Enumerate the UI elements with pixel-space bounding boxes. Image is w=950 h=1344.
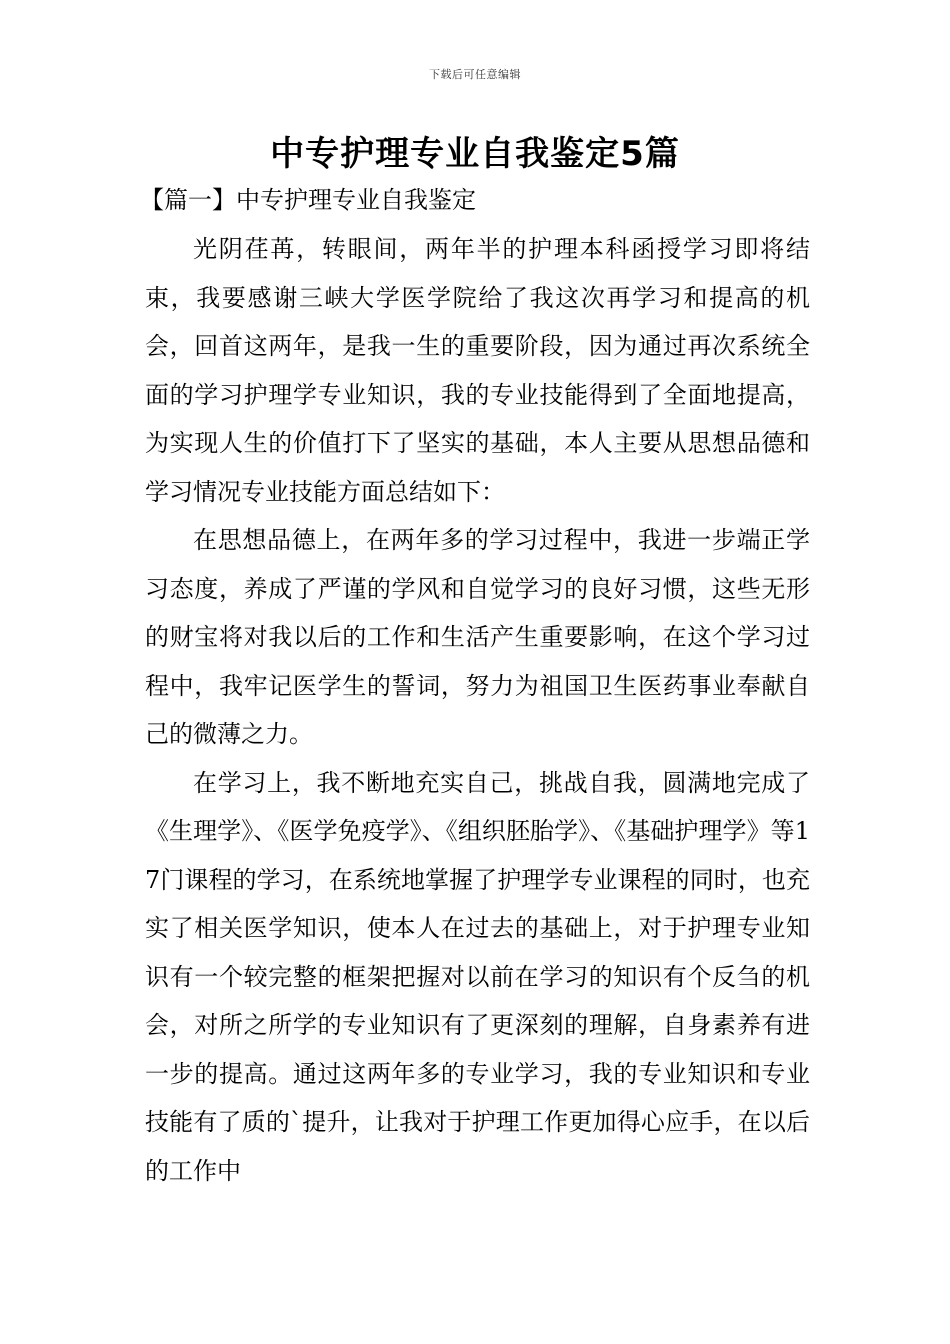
header-note: 下载后可任意编辑 [429, 68, 521, 81]
paragraph-3: 在学习上，我不断地充实自己，挑战自我，圆满地完成了《生理学》、《医学免疫学》、《组织胚胎学》、《基础护理学》等17门课程的学习，在系统地掌握了护理学专业课程的同时，也充实了相关医学知识，使本人在过去的基础上，对于护理专业知识有一个较完整的框架把握对以前在学习的知识有个反刍的机会，对所之所学的专业知识有了更深刻的理解，自身素养有进一步的提高。通过这两年多的专业学习，我的专业知识和专业技能有了质的`提升，让我对于护理工作更加得心应手，在以后的工作中 [145, 768, 810, 1185]
document-title: 中专护理专业自我鉴定5篇 [270, 134, 680, 174]
paragraph-1: 光阴荏苒，转眼间，两年半的护理本科函授学习即将结束，我要感谢三峡大学医学院给了我这次再学习和提高的机会，回首这两年，是我一生的重要阶段，因为通过再次系统全面的学习护理学专业知识，我的专业技能得到了全面地提高，为实现人生的价值打下了坚实的基础，本人主要从思想品德和学习情况专业技能方面总结如下： [145, 235, 810, 506]
section-heading: 【篇一】中专护理专业自我鉴定 [140, 186, 476, 214]
paragraph-2: 在思想品德上，在两年多的学习过程中，我进一步端正学习态度，养成了严谨的学风和自觉学习的良好习惯，这些无形的财宝将对我以后的工作和生活产生重要影响，在这个学习过程中，我牢记医学生的誓词，努力为祖国卫生医药事业奉献自己的微薄之力。 [145, 526, 810, 748]
body-text [145, 225, 810, 1195]
